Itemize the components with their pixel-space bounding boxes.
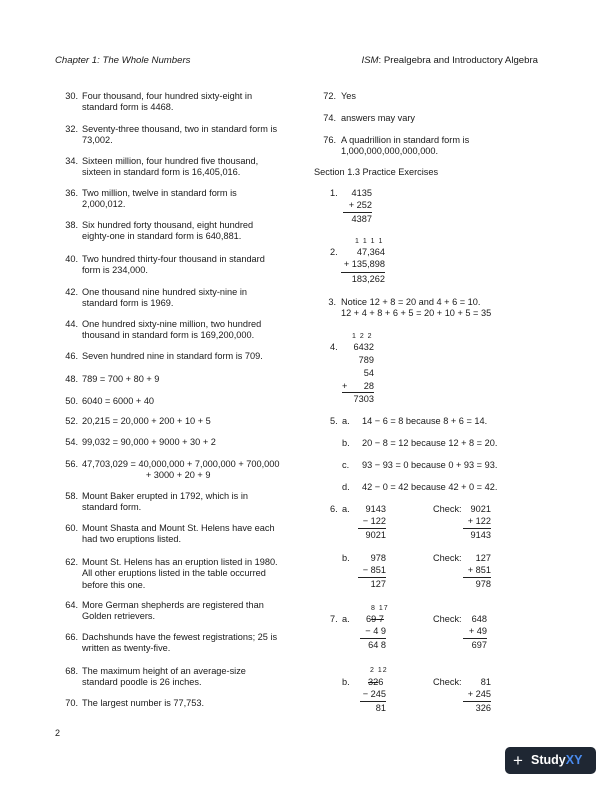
- carry-digits: 1 1 1 1: [355, 238, 384, 245]
- sum-rule: [343, 212, 372, 213]
- subtrahend: − 245: [362, 689, 386, 699]
- check-sum: 697: [471, 640, 487, 650]
- answer-38: 38. Six hundred forty thousand, eight hundred eighty-one in standard form is 640,881.: [65, 220, 254, 242]
- studyxy-badge[interactable]: [505, 747, 596, 774]
- answer-52: 52. 20,215 = 20,000 + 200 + 10 + 5: [65, 416, 211, 426]
- subtrahend: − 122: [362, 516, 386, 526]
- result-rule: [360, 701, 386, 702]
- check-rule: [463, 577, 491, 578]
- addend: 4135: [351, 188, 372, 198]
- check-addend: 648: [471, 614, 487, 624]
- addend: + 252: [348, 200, 372, 210]
- difference: 127: [370, 579, 386, 589]
- exercise-number: 4.: [330, 342, 338, 352]
- check-addend: + 245: [467, 689, 491, 699]
- result-rule: [360, 638, 386, 639]
- minuend: 978: [370, 553, 386, 563]
- answer-74: 74. answers may vary: [323, 113, 416, 123]
- exercise-number: 2.: [330, 247, 338, 257]
- answer-50: 50. 6040 = 6000 + 40: [65, 396, 155, 406]
- check-addend: + 122: [467, 516, 491, 526]
- part-label: b.: [342, 677, 350, 687]
- header-book-title: ISM: Prealgebra and Introductory Algebra: [361, 55, 538, 66]
- answer-58: 58. Mount Baker erupted in 1792, which is in standard form.: [65, 491, 248, 513]
- exercise-number: 6.: [330, 504, 338, 514]
- difference: 81: [375, 703, 386, 713]
- difference: 64 8: [368, 640, 386, 650]
- minuend: 326: [368, 677, 384, 687]
- answer-54: 54. 99,032 = 90,000 + 9000 + 30 + 2: [65, 437, 216, 447]
- borrow-digits: 8 17: [371, 605, 389, 612]
- page-number: 2: [55, 728, 61, 738]
- plus-sign: +: [342, 381, 348, 391]
- check-sum: 326: [475, 703, 491, 713]
- carry-digits: 1 2 2: [352, 333, 373, 340]
- check-label: Check:: [433, 614, 462, 624]
- sum: 7303: [353, 394, 374, 404]
- check-addend: 81: [480, 677, 491, 687]
- subtrahend: − 4 9: [365, 626, 386, 636]
- answer-44: 44. One hundred sixty-nine million, two hundred thousand in standard form is 169,200,000.: [65, 319, 262, 341]
- answer-36: 36. Two million, twelve in standard form is 2,000,012.: [65, 188, 237, 210]
- check-addend: + 49: [468, 626, 487, 636]
- answer-70: 70. The largest number is 77,753.: [65, 698, 205, 708]
- check-rule: [463, 638, 487, 639]
- part-text: 14 − 6 = 8 because 8 + 6 = 14.: [362, 416, 488, 426]
- practice-exercise-3: 3. Notice 12 + 8 = 20 and 4 + 6 = 10. 12 + 4 + 8 + 6 + 5 = 20 + 10 + 5 = 35: [328, 297, 492, 319]
- check-addend: 9021: [470, 504, 491, 514]
- header-chapter-title: Chapter 1: The Whole Numbers: [55, 55, 191, 66]
- check-addend: 127: [475, 553, 491, 563]
- section-heading: Section 1.3 Practice Exercises: [314, 167, 439, 177]
- check-sum: 978: [475, 579, 491, 589]
- part-label: a.: [342, 614, 350, 624]
- answer-68: 68. The maximum height of an average-size standard poodle is 26 inches.: [65, 666, 246, 688]
- answer-30: 30. Four thousand, four hundred sixty-eight in standard form is 4468.: [65, 91, 253, 113]
- addend: 54: [363, 368, 374, 378]
- part-label: a.: [342, 416, 350, 426]
- answer-56: 56. 47,703,029 = 40,000,000 + 7,000,000 + 700,000 + 3000 + 20 + 9: [65, 459, 280, 481]
- part-label: b.: [342, 438, 350, 448]
- answer-42: 42. One thousand nine hundred sixty-nine in standard form is 1969.: [65, 287, 247, 309]
- part-label: d.: [342, 482, 350, 492]
- addend: 789: [358, 355, 374, 365]
- answer-46: 46. Seven hundred nine in standard form is 709.: [65, 351, 263, 361]
- check-label: Check:: [433, 553, 462, 563]
- part-text: 42 − 0 = 42 because 42 + 0 = 42.: [362, 482, 498, 492]
- answer-76: 76. A quadrillion in standard form is 1,000,000,000,000,000.: [323, 135, 470, 157]
- part-label: b.: [342, 553, 350, 563]
- check-addend: + 851: [467, 565, 491, 575]
- addend: 47,364: [356, 247, 385, 257]
- minuend: 9143: [365, 504, 386, 514]
- answer-32: 32. Seventy-three thousand, two in standard form is 73,002.: [65, 124, 278, 146]
- minuend: 69 7: [366, 614, 384, 624]
- plus-icon: +: [513, 751, 523, 770]
- exercise-number: 1.: [330, 188, 338, 198]
- part-text: 93 − 93 = 0 because 0 + 93 = 93.: [362, 460, 498, 470]
- addend: + 135,898: [343, 259, 385, 269]
- part-text: 20 − 8 = 12 because 12 + 8 = 20.: [362, 438, 498, 448]
- check-rule: [463, 701, 491, 702]
- addend: 6432: [353, 342, 374, 352]
- check-sum: 9143: [470, 530, 491, 540]
- result-rule: [358, 528, 386, 529]
- answer-34: 34. Sixteen million, four hundred five thousand, sixteen in standard form is 16,405,016.: [65, 156, 259, 178]
- addend: 28: [363, 381, 374, 391]
- exercise-number: 7.: [330, 614, 338, 624]
- check-rule: [463, 528, 491, 529]
- part-label: a.: [342, 504, 350, 514]
- answer-64: 64. More German shepherds are registered than Golden retrievers.: [65, 600, 264, 622]
- sum: 4387: [351, 214, 372, 224]
- answer-62: 62. Mount St. Helens has an eruption listed in 1980. All other eruptions listed in the table occurred before this one.: [65, 557, 278, 590]
- answer-66: 66. Dachshunds have the fewest registrations; 25 is written as twenty-five.: [65, 632, 278, 654]
- result-rule: [358, 577, 386, 578]
- borrow-digits: 2 12: [370, 667, 388, 674]
- answer-40: 40. Two hundred thirty-four thousand in standard form is 234,000.: [65, 254, 265, 276]
- check-label: Check:: [433, 677, 462, 687]
- check-label: Check:: [433, 504, 462, 514]
- answer-48: 48. 789 = 700 + 80 + 9: [65, 374, 160, 384]
- exercise-number: 5.: [330, 416, 338, 426]
- sum: 183,262: [351, 274, 385, 284]
- part-label: c.: [342, 460, 350, 470]
- difference: 9021: [365, 530, 386, 540]
- answer-60: 60. Mount Shasta and Mount St. Helens have each had two eruptions listed.: [65, 523, 275, 545]
- sum-rule: [342, 392, 374, 393]
- subtrahend: − 851: [362, 565, 386, 575]
- studyxy-logo-text: StudyXY: [531, 753, 583, 767]
- sum-rule: [341, 272, 385, 273]
- answer-72: 72. Yes: [323, 91, 356, 101]
